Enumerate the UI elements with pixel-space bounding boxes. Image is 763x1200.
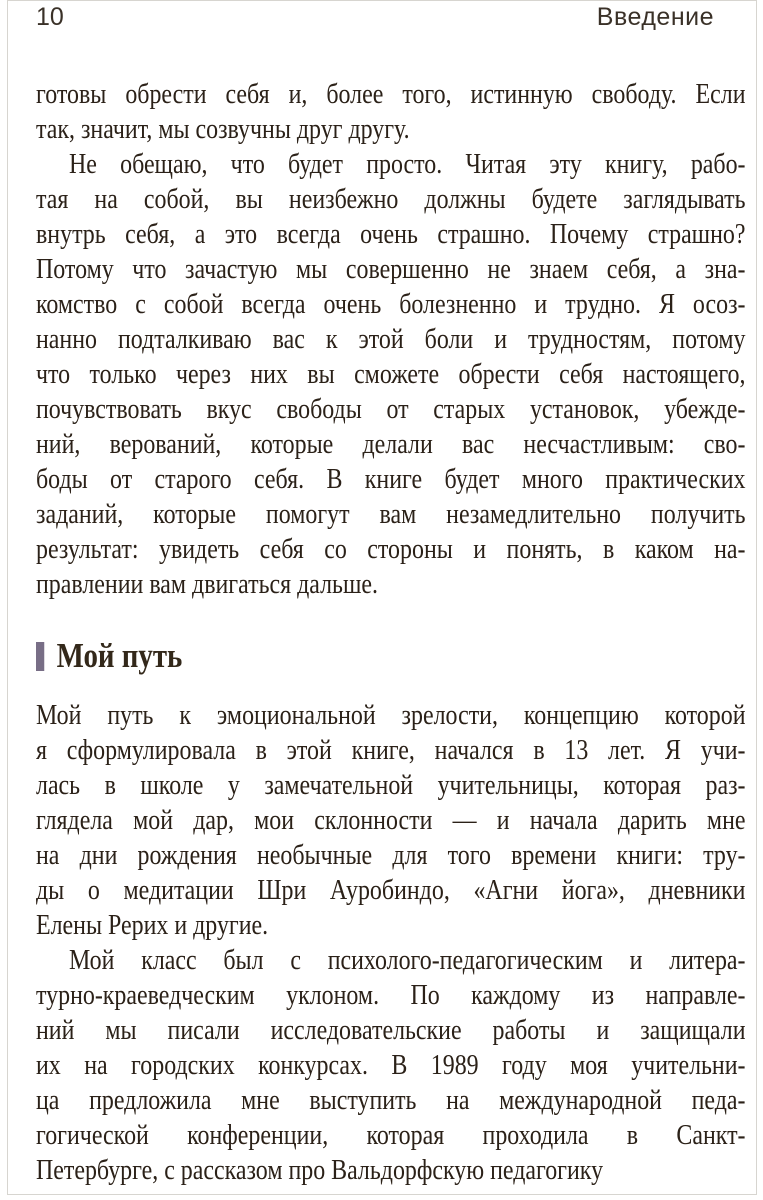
- chapter-title: Введение: [596, 3, 714, 31]
- text-line: результат: увидеть себя со стороны и понять, в каком на-: [36, 533, 746, 565]
- text-line: правлении вам двигаться дальше.: [36, 568, 378, 600]
- text-line: турно-краеведческим уклоном. По каждому из направле-: [36, 979, 746, 1011]
- text-line: ца предложила мне выступить на международной педа-: [36, 1084, 746, 1116]
- book-page: [7, 0, 757, 1195]
- page-number: 10: [36, 3, 64, 31]
- text-line: заданий, которые помогут вам незамедлительно получить: [36, 498, 746, 530]
- text-line: боды от старого себя. В книге будет много практических: [36, 463, 746, 495]
- text-line: нанно подталкиваю вас к этой боли и трудностям, потому: [36, 323, 746, 355]
- text-line: ний мы писали исследовательские работы и защищали: [36, 1014, 746, 1046]
- text-line: ний, верований, которые делали вас несчастливым: сво-: [36, 428, 746, 460]
- text-line: Потому что зачастую мы совершенно не знаем себя, а зна-: [36, 253, 746, 285]
- text-line: лась в школе у замечательной учительницы, которая раз-: [36, 769, 746, 801]
- text-line: почувствовать вкус свободы от старых установок, убежде-: [36, 393, 746, 425]
- text-line: тая на собой, вы неизбежно должны будете заглядывать: [36, 183, 746, 215]
- section-heading-text: Мой путь: [56, 636, 183, 675]
- text-line: на дни рождения необычные для того времени книги: тру-: [36, 839, 746, 871]
- text-line: внутрь себя, а это всегда очень страшно. Почему страшно?: [36, 218, 746, 250]
- paragraph: [36, 943, 746, 1188]
- text-line: гогической конференции, которая проходила в Санкт-: [36, 1119, 746, 1151]
- text-line: Мой класс был с психолого-педагогическим и литера-: [69, 944, 746, 976]
- text-line: их на городских конкурсах. В 1989 году моя учительни-: [36, 1049, 746, 1081]
- text-line: комство с собой всегда очень болезненно и трудно. Я осоз-: [36, 288, 746, 320]
- text-line: Не обещаю, что будет просто. Читая эту книгу, рабо-: [69, 148, 746, 180]
- text-line: готовы обрести себя и, более того, истинную свободу. Если: [36, 78, 746, 110]
- text-line: Елены Рерих и другие.: [36, 909, 269, 941]
- paragraph: [36, 147, 746, 602]
- paragraph: [36, 77, 746, 147]
- text-line: Петербурге, с рассказом про Вальдорфскую педагогику: [36, 1154, 604, 1186]
- page-header: [36, 2, 746, 32]
- text-line: Мой путь к эмоциональной зрелости, концепцию которой: [36, 699, 746, 731]
- text-line: так, значит, мы созвучны друг другу.: [36, 113, 410, 145]
- paragraph: [36, 698, 746, 943]
- text-line: ды о медитации Шри Ауробиндо, «Агни йога», дневники: [36, 874, 746, 906]
- text-line: я сформулировала в этой книге, начался в 13 лет. Я учи-: [36, 734, 746, 766]
- page-content: [36, 77, 746, 1188]
- section-heading: [36, 636, 746, 676]
- text-line: что только через них вы сможете обрести себя настоящего,: [36, 358, 746, 390]
- text-line: глядела мой дар, мои склонности — и начала дарить мне: [36, 804, 746, 836]
- heading-accent-bar: [36, 642, 44, 671]
